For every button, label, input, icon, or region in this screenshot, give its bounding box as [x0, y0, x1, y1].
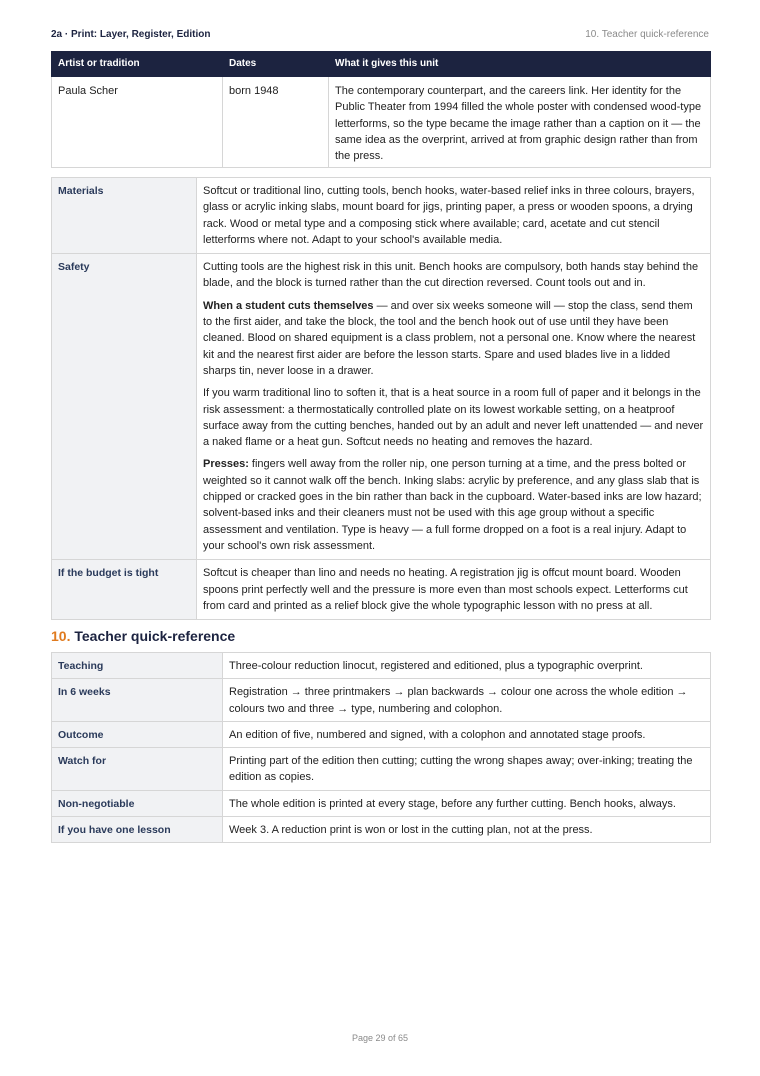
safety-paragraph [203, 456, 704, 554]
quickref-text: The whole edition is printed at every stage, before any further cutting. Bench hooks, always. [223, 790, 711, 816]
quickref-text: Registration → three printmakers → plan backwards → colour one across the whole edition → colours two and three → type, numbering and colophon. [223, 679, 711, 722]
quick-reference-table [51, 652, 711, 843]
page-header [51, 28, 709, 42]
table-row [52, 254, 711, 560]
quickref-label: In 6 weeks [52, 679, 223, 722]
column-header-dates: Dates [223, 52, 329, 77]
table-row [52, 790, 711, 816]
page-number: Page 29 of 65 [351, 1033, 409, 1043]
table-row [52, 77, 711, 168]
quickref-label: Outcome [52, 721, 223, 747]
safety-bold-lead: When a student cuts themselves [203, 299, 374, 312]
table-row [52, 721, 711, 747]
budget-label: If the budget is tight [52, 560, 197, 620]
safety-bold-lead: Presses: [203, 458, 249, 471]
materials-text: Softcut or traditional lino, cutting tools, bench hooks, water-based relief inks in three colours, brayers, glass or acrylic inking slabs, mount board for jigs, printing paper, a press or wooden spoons, a drying rack. Wood or metal type and a composing stick where available; card, acetate and cut stencil letterforms where not. Adapt to your school's available media. [197, 178, 711, 254]
section-title-text: Teacher quick-reference [74, 628, 236, 644]
safety-paragraph-text: — and over six weeks someone will — stop the class, send them to the first aider, and take the block, the tool and the bench hook out of use until they have been cleaned. Blood on shared equipment is a class problem, not a personal one. Know where the nearest kit and the nearest first aider are before the lesson starts. Spare and used blades live in a lidded sharps tin, never loose in a drawer. [203, 299, 696, 377]
materials-label: Materials [52, 178, 197, 254]
section-number: 10. [51, 628, 71, 644]
safety-paragraph: Cutting tools are the highest risk in this unit. Bench hooks are compulsory, both hands stay behind the blade, and the block is turned rather than the cut direction reversed. Count tools out and in. [203, 261, 699, 290]
section-running-title: 10. Teacher quick-reference [585, 29, 709, 40]
quickref-text: An edition of five, numbered and signed, with a colophon and annotated stage proofs. [223, 721, 711, 747]
table-row [52, 817, 711, 843]
artist-gives-cell: The contemporary counterpart, and the careers link. Her identity for the Public Theater from 1994 filled the whole poster with condensed wood-type letterforms, so the type became the image rather than a caption on it — the same idea as the overprint, arrived at from graphic design rather than from the press. [329, 77, 711, 168]
artist-table [51, 51, 711, 168]
safety-paragraph [203, 298, 704, 379]
quickref-label: If you have one lesson [52, 817, 223, 843]
safety-text [197, 254, 711, 560]
artist-table-header-row [52, 52, 711, 77]
table-row [52, 748, 711, 791]
quickref-label: Non-negotiable [52, 790, 223, 816]
artist-dates-cell: born 1948 [223, 77, 329, 168]
table-row [52, 178, 711, 254]
column-header-artist: Artist or tradition [52, 52, 223, 77]
quickref-text: Three-colour reduction linocut, registered and editioned, plus a typographic overprint. [223, 653, 711, 679]
quickref-label: Watch for [52, 748, 223, 791]
table-row [52, 653, 711, 679]
column-header-gives: What it gives this unit [329, 52, 711, 77]
safety-paragraph: If you warm traditional lino to soften it, that is a heat source in a room full of paper and it belongs in the risk assessment: a thermostatically controlled plate on its lowest workable setting, on a heatproof surface away from the cutting benches, handed out by an adult and never left unattended — and never a naked flame or a heat gun. Softcut needs no heating and removes the hazard. [203, 387, 704, 449]
budget-text: Softcut is cheaper than lino and needs no heating. A registration jig is offcut mount board. Wooden spoons print perfectly well and the pressure is more even than most schools expect. Letterforms cut from card and printed as a relief block give the whole typographic lesson with no press at all. [197, 560, 711, 620]
quickref-label: Teaching [52, 653, 223, 679]
document-title: 2a · Print: Layer, Register, Edition [51, 29, 211, 40]
table-row [52, 679, 711, 722]
safety-label: Safety [52, 254, 197, 560]
section-heading [51, 627, 235, 645]
quickref-text: Week 3. A reduction print is won or lost in the cutting plan, not at the press. [223, 817, 711, 843]
table-row [52, 560, 711, 620]
artist-name-cell: Paula Scher [52, 77, 223, 168]
safety-paragraph-text: fingers well away from the roller nip, one person turning at a time, and the press bolted or weighted so it cannot walk off the bench. Inking slabs: acrylic by preference, and any glass slab that is chipped or cracked goes in the bin rather than back in the cupboard. Water-based inks are low hazard; solvent-based inks and their cleaners must not be used with this age group without a specific assessment and ventilation. Type is heavy — a full forme dropped on a foot is a real injury. Adapt to your school's own risk assessment. [203, 458, 702, 552]
resources-table [51, 177, 711, 620]
quickref-text: Printing part of the edition then cutting; cutting the wrong shapes away; over-inking; treating the edition as copies. [223, 748, 711, 791]
